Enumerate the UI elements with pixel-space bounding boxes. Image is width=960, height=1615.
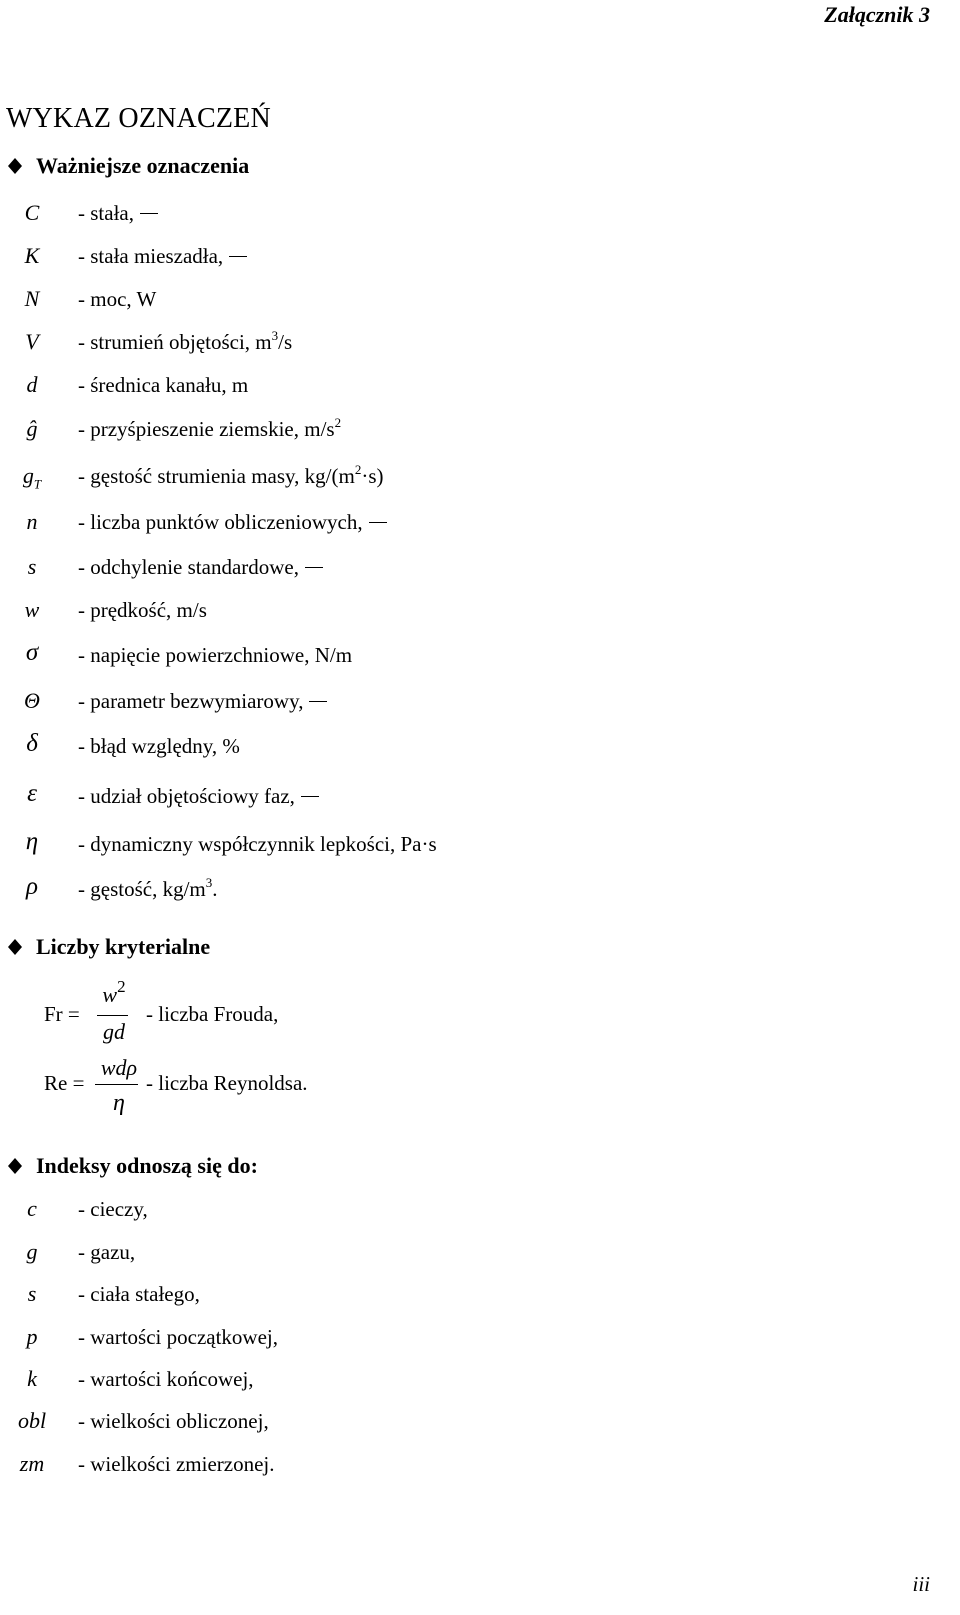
dimensionless-dash-icon [229, 256, 247, 258]
dimensionless-dash-icon [309, 701, 327, 703]
diamond-bullet-icon [6, 938, 24, 956]
reynolds-numerator: wdρ [100, 1055, 138, 1080]
description: - stała, [78, 201, 158, 226]
index-description: - wielkości zmierzonej. [78, 1452, 275, 1476]
description: - napięcie powierzchniowe, N/m [78, 643, 353, 667]
symbol: ĝ [26, 416, 38, 441]
diamond-bullet-icon [6, 1157, 24, 1175]
section-heading-criteria [6, 934, 210, 964]
symbol: ρ [26, 873, 38, 900]
dimensionless-dash-icon [301, 796, 319, 798]
symbol: N [24, 286, 40, 311]
page-title: WYKAZ OZNACZEŃ [6, 103, 271, 134]
dimensionless-dash-icon [305, 567, 323, 569]
description: - moc, W [78, 287, 157, 311]
index-symbol: c [27, 1196, 37, 1221]
index-description: - cieczy, [78, 1197, 148, 1221]
index-symbol: obl [17, 1408, 47, 1433]
index-symbol: p [26, 1324, 38, 1349]
symbol: s [27, 554, 37, 579]
reynolds-lhs: Re = [44, 1071, 85, 1095]
description: - strumień objętości, $m^3/s$ [78, 328, 293, 354]
section-heading-text: Indeksy odnoszą się do: [36, 1153, 258, 1178]
dimensionless-dash-icon [140, 213, 158, 215]
description: - błąd względny, % [78, 734, 240, 758]
index-description: - gazu, [78, 1240, 136, 1264]
index-symbol: g [26, 1239, 38, 1264]
description: - stała mieszadła, [78, 244, 247, 269]
symbol: ε [27, 780, 37, 807]
reynolds-description: - liczba Reynoldsa. [146, 1071, 308, 1095]
symbol: V [25, 329, 39, 354]
page-number: iii [912, 1572, 930, 1596]
index-symbol: zm [19, 1451, 45, 1476]
description: - gęstość, $kg/m^3$. [78, 875, 218, 901]
annex-label: Załącznik 3 [824, 2, 930, 27]
index-description: - wartości końcowej, [78, 1367, 254, 1391]
description: - odchylenie standardowe, [78, 555, 323, 580]
description: - prędkość, m/s [78, 598, 207, 622]
section-heading-main-symbols [6, 153, 249, 183]
symbol: $g_T$ [22, 463, 42, 492]
description: - liczba punktów obliczeniowych, [78, 510, 387, 535]
index-description: - wielkości obliczonej, [78, 1409, 269, 1433]
index-description: - wartości początkowej, [78, 1325, 279, 1349]
description: - udział objętościowy faz, [78, 784, 319, 809]
symbol: Θ [24, 688, 40, 713]
symbol: n [26, 509, 38, 534]
reynolds-denominator: η [113, 1090, 125, 1116]
symbol: σ [25, 639, 39, 666]
symbol: K [24, 243, 40, 268]
description: - gęstość strumienia masy, $kg/(m^2\cdot s)$ [78, 462, 384, 488]
section-heading-text: Ważniejsze oznaczenia [36, 153, 250, 178]
description: - średnica kanału, m [78, 373, 249, 397]
froude-denominator: gd [103, 1019, 125, 1044]
froude-fraction-line [97, 1015, 128, 1016]
symbol: w [24, 597, 40, 622]
dimensionless-dash-icon [369, 522, 387, 524]
symbol: η [25, 828, 39, 855]
froude-numerator: $w^2$ [102, 977, 126, 1007]
froude-description: - liczba Frouda, [146, 1002, 279, 1026]
reynolds-fraction-line [95, 1084, 138, 1085]
froude-lhs: Fr = [44, 1002, 80, 1026]
symbol: C [24, 200, 40, 225]
index-description: - ciała stałego, [78, 1282, 200, 1306]
index-symbol: k [27, 1366, 37, 1391]
index-symbol: s [27, 1281, 37, 1306]
symbol: d [26, 372, 38, 397]
section-heading-text: Liczby kryterialne [36, 934, 211, 959]
diamond-bullet-icon [6, 157, 24, 175]
symbol: δ [26, 730, 38, 757]
description: - parametr bezwymiarowy, [78, 689, 327, 714]
description: - dynamiczny współczynnik lepkości, Pa·s [78, 832, 437, 856]
section-heading-indices [6, 1153, 258, 1183]
description: - przyśpieszenie ziemskie, $m/s^2$ [78, 415, 342, 441]
